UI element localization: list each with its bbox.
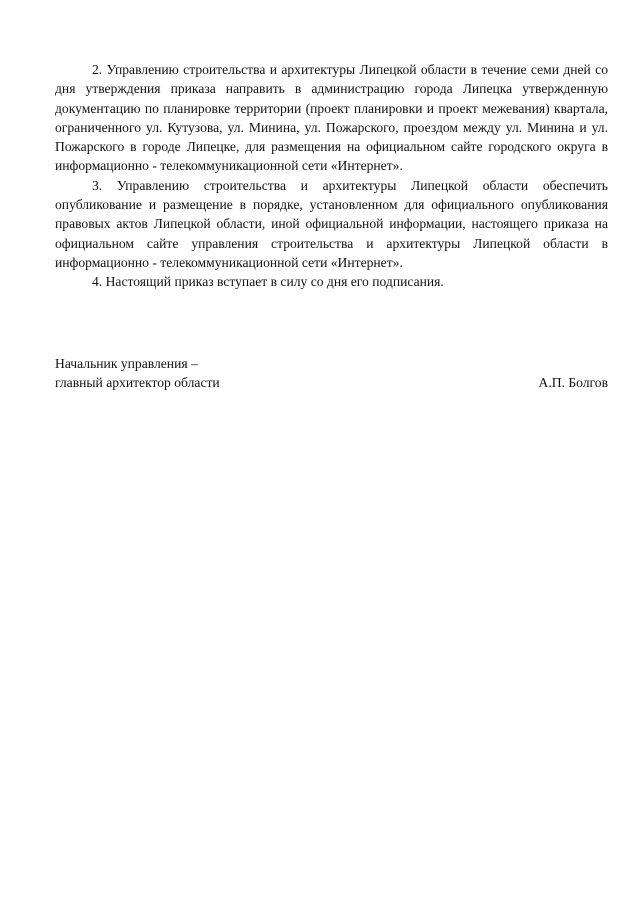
paragraph-4: 4. Настоящий приказ вступает в силу со дня его подписания. xyxy=(92,274,444,290)
signature-position-line2: главный архитектор области xyxy=(55,375,220,391)
signature-block xyxy=(55,354,608,393)
paragraph-2: 2. Управлению строительства и архитектуры Липецкой области в течение семи дней со дня утверждения приказа направить в администрацию города Липецка утвержденную документацию по планировке территории (проект планировки и проект межевания) квартала, ограниченного ул. Кутузова, ул. Минина, ул. Пожарского, проездом между ул. Минина и ул. Пожарского в городе Липецке, для размещения на официальном сайте городского округа в информационно - телекоммуникационной сети «Интернет». xyxy=(55,62,608,174)
signature-row xyxy=(55,373,608,392)
signatory-name: А.П. Болгов xyxy=(538,375,608,391)
paragraph-3: 3. Управлению строительства и архитектуры Липецкой области обеспечить опубликование и размещение в порядке, установленном для официального опубликования правовых актов Липецкой области, иной официальной информации, настоящего приказа на официальном сайте управления строительства и архитектуры Липецкой области в информационно - телекоммуникационной сети «Интернет». xyxy=(55,177,608,270)
signature-position-line1: Начальник управления – xyxy=(55,356,198,371)
document-body xyxy=(55,60,608,292)
